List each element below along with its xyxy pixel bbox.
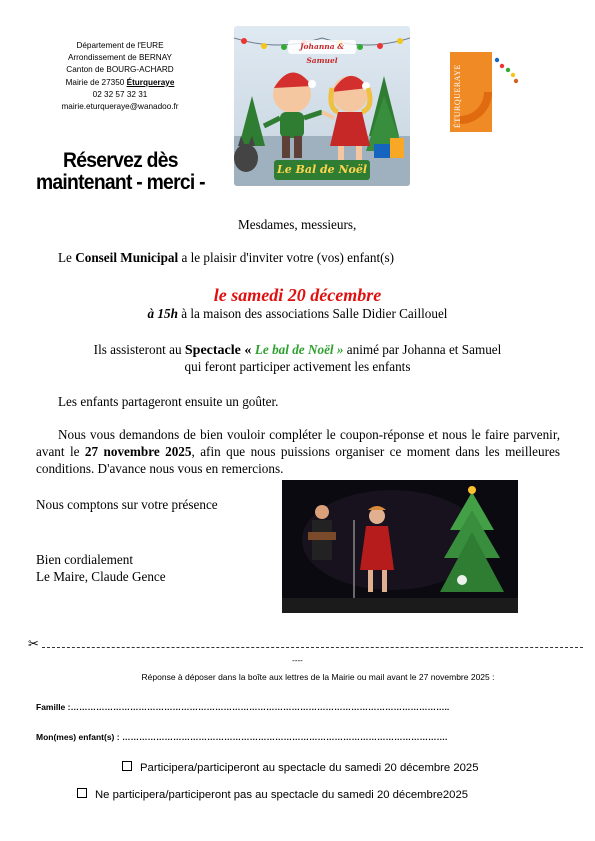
presence-line: Nous comptons sur votre présence bbox=[36, 497, 218, 512]
famille-label: Famille : bbox=[36, 702, 71, 712]
letter-invite: Le Conseil Municipal a le plaisir d'inviter votre (vos) enfant(s) bbox=[58, 250, 395, 265]
famille-field[interactable]: …………………………………………………………………………………………………………………….. bbox=[70, 702, 450, 712]
event-time-place bbox=[0, 305, 595, 322]
header-email[interactable]: mairie.eturqueraye@wanadoo.fr bbox=[61, 102, 179, 112]
event-time: à 15h bbox=[147, 306, 178, 321]
cut-dashes bbox=[42, 647, 583, 648]
header-arrondissement: Arrondissement de BERNAY bbox=[67, 53, 173, 63]
scissors-icon: ✂ bbox=[28, 637, 39, 652]
event-date: le samedi 20 décembre bbox=[213, 285, 382, 305]
closing-line: Bien cordialement bbox=[36, 552, 134, 567]
signature-line: Le Maire, Claude Gence bbox=[36, 569, 166, 584]
gouter-line: Les enfants partageront ensuite un goûter. bbox=[58, 394, 279, 409]
mairie-header bbox=[30, 40, 210, 113]
coupon-deadline: 27 novembre 2025 bbox=[84, 444, 192, 459]
coupon-request: Nous vous demandons de bien vouloir compléter le coupon-réponse et nous le faire parvenir, avant le 27 novembre 2025, afin que nous puissions organiser ce moment dans les meilleures conditions. D'avance nous vous en remercions. bbox=[36, 427, 561, 476]
header-departement: Département de l'EURE bbox=[76, 41, 164, 50]
enfants-row bbox=[36, 732, 447, 742]
header-canton: Canton de BOURG-ACHARD bbox=[66, 65, 174, 75]
show-line2: qui feront participer activement les enfants bbox=[184, 359, 411, 374]
header-mairie: Mairie de 27350 Éturqueraye bbox=[65, 77, 175, 87]
letter-greeting: Mesdames, messieurs, bbox=[238, 217, 357, 232]
checkbox-yes[interactable] bbox=[122, 761, 132, 771]
logo-text: ÉTURQUERAYE bbox=[453, 64, 462, 128]
poster-title: Le Bal de Noël bbox=[276, 163, 368, 176]
reservez-line2: maintenant - merci - bbox=[35, 171, 205, 194]
header-phone: 02 32 57 32 31 bbox=[92, 89, 148, 99]
enfants-field[interactable]: ……………………………………………………………………………………………………. bbox=[121, 732, 448, 742]
checkbox-no[interactable] bbox=[77, 788, 87, 798]
reservez-line1: Réservez dès bbox=[63, 149, 178, 172]
bal-de-noel-poster bbox=[234, 26, 410, 186]
option-no-label: Ne participera/participeront pas au spectacle du samedi 20 décembre2025 bbox=[95, 789, 469, 801]
famille-row bbox=[36, 702, 449, 712]
eturqueraye-logo bbox=[450, 52, 530, 134]
show-line: Ils assisteront au Spectacle « Le bal de Noël » animé par Johanna et Samuel bbox=[93, 342, 502, 358]
conseil-municipal: Conseil Municipal bbox=[75, 250, 179, 265]
reservez-banner bbox=[33, 150, 208, 194]
option-yes bbox=[122, 761, 478, 774]
cut-line bbox=[28, 637, 583, 653]
event-place: à la maison des associations Salle Didier Caillouel bbox=[177, 306, 448, 321]
stage-photo bbox=[282, 480, 518, 613]
option-yes-label: Participera/participeront au spectacle du samedi 20 décembre 2025 bbox=[140, 762, 479, 774]
option-no bbox=[77, 788, 468, 801]
show-title: Le bal de Noël » bbox=[254, 342, 344, 357]
cut-dashes-end: ---- bbox=[292, 656, 303, 665]
header-town: Éturqueraye bbox=[126, 77, 175, 87]
poster-names: Johanna & Samuel bbox=[299, 42, 344, 65]
coupon-instruction: Réponse à déposer dans la boîte aux lettres de la Mairie ou mail avant le 27 novembre 2025 : bbox=[141, 672, 495, 682]
enfants-label: Mon(mes) enfant(s) : bbox=[36, 732, 122, 742]
